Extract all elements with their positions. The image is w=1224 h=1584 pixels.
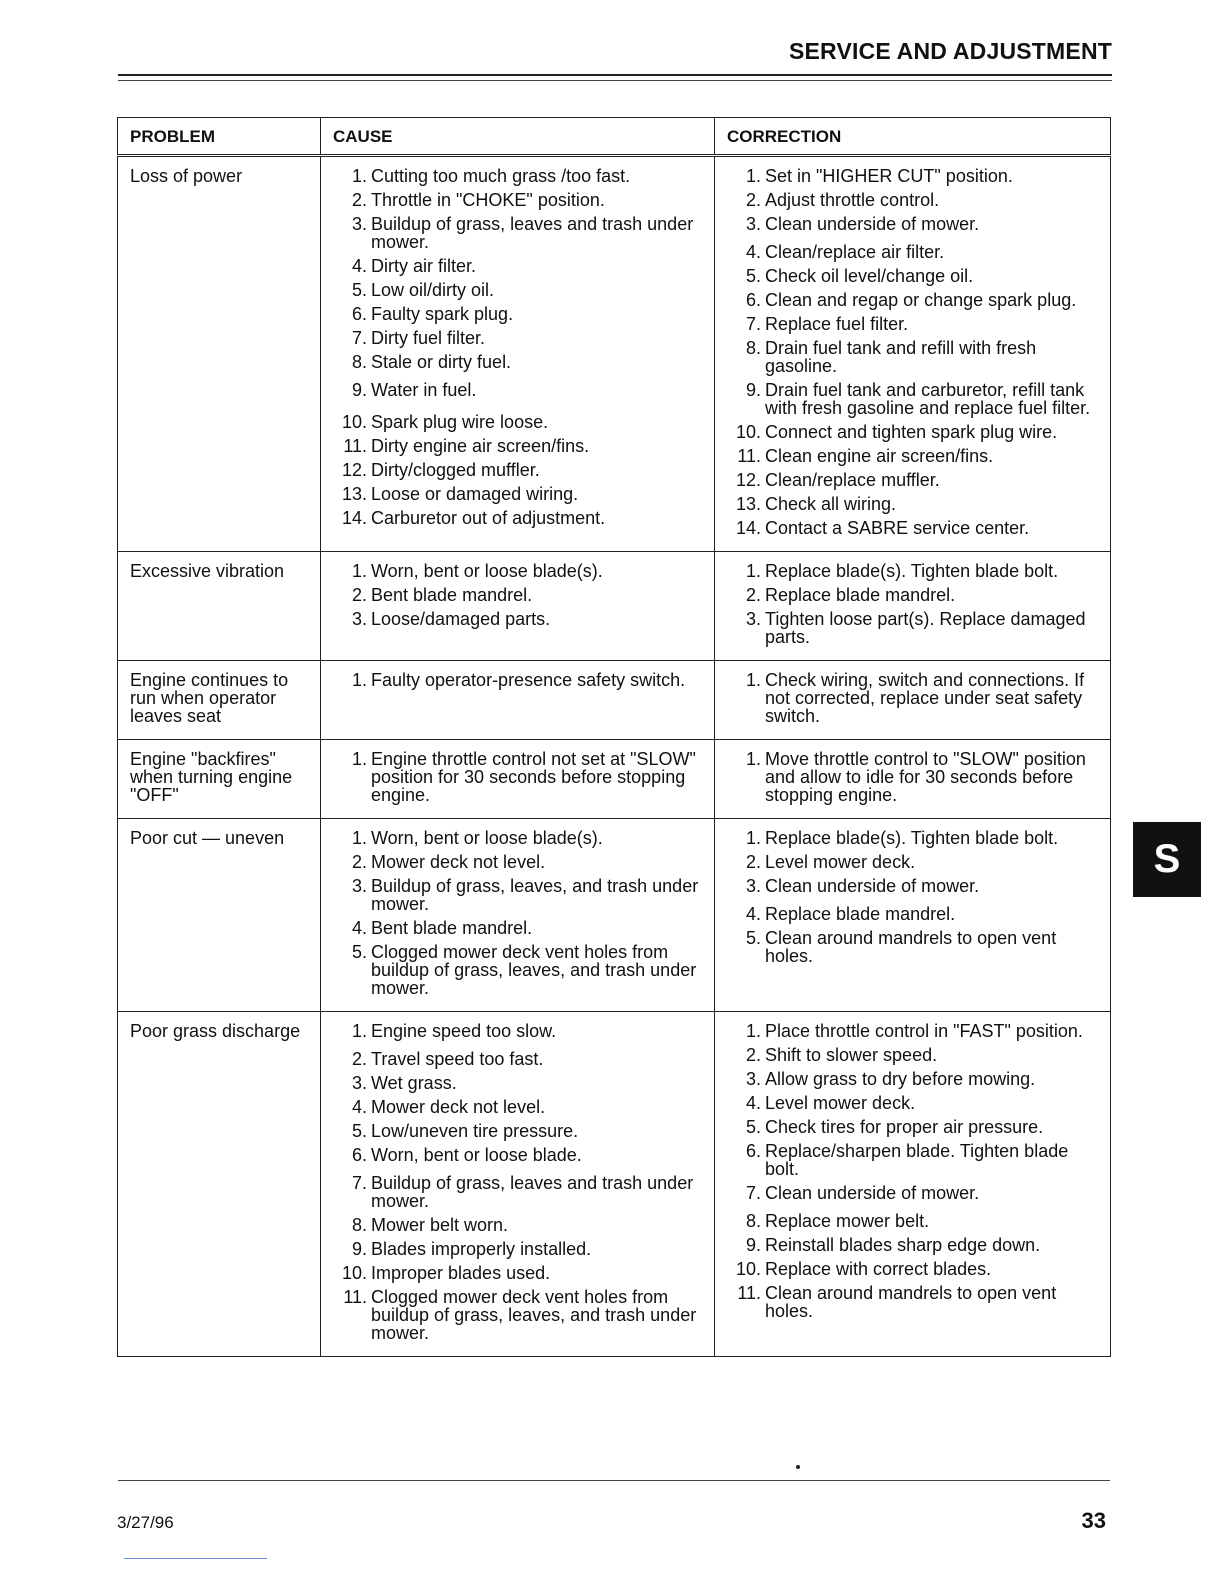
correction-item [727, 1142, 1100, 1178]
item-number: 5. [351, 942, 367, 962]
item-number: 2. [351, 1049, 367, 1069]
item-number: 11. [343, 436, 367, 456]
item-text: Move throttle control to "SLOW" position and allow to idle for 30 seconds before stopping engine. [765, 749, 1086, 805]
item-number: 9. [351, 380, 367, 400]
item-number: 1. [351, 749, 367, 769]
column-header-correction: CORRECTION [715, 118, 1111, 156]
item-number: 5. [745, 1117, 761, 1137]
correction-item [727, 750, 1100, 804]
item-text: Replace blade mandrel. [765, 585, 956, 605]
correction-item [727, 447, 1100, 465]
item-text: Mower belt worn. [371, 1215, 509, 1235]
correction-item [727, 671, 1100, 725]
item-number: 8. [745, 1211, 761, 1231]
correction-item [727, 1046, 1100, 1064]
cause-item [333, 329, 704, 347]
correction-list [727, 1022, 1100, 1320]
item-text: Clean around mandrels to open vent holes. [765, 1283, 1057, 1321]
item-number: 1. [745, 749, 761, 769]
item-text: Engine throttle control not set at "SLOW" position for 30 seconds before stopping engine. [371, 749, 696, 805]
cause-item [333, 1146, 704, 1164]
item-text: Drain fuel tank and refill with fresh gasoline. [765, 338, 1037, 376]
cause-item [333, 437, 704, 455]
correction-item [727, 929, 1100, 965]
item-text: Worn, bent or loose blade(s). [371, 828, 603, 848]
cause-item [333, 1074, 704, 1092]
header-rule [118, 74, 1112, 76]
item-number: 1. [745, 670, 761, 690]
item-number: 4. [351, 1097, 367, 1117]
cause-item [333, 305, 704, 323]
item-text: Connect and tighten spark plug wire. [765, 422, 1058, 442]
cause-item [333, 853, 704, 871]
item-text: Replace with correct blades. [765, 1259, 992, 1279]
item-number: 2. [351, 585, 367, 605]
item-number: 4. [745, 904, 761, 924]
column-header-problem: PROBLEM [118, 118, 321, 156]
item-number: 2. [745, 585, 761, 605]
item-number: 12. [341, 460, 367, 480]
item-text: Replace/sharpen blade. Tighten blade bolt. [765, 1141, 1069, 1179]
cause-item [333, 509, 704, 527]
item-text: Bent blade mandrel. [371, 918, 533, 938]
cause-item [333, 281, 704, 299]
item-text: Clean around mandrels to open vent holes. [765, 928, 1057, 966]
item-text: Mower deck not level. [371, 1097, 546, 1117]
item-text: Faulty operator-presence safety switch. [371, 670, 686, 690]
correction-item [727, 562, 1100, 580]
column-header-cause: CAUSE [321, 118, 715, 156]
correction-item [727, 1184, 1100, 1202]
item-number: 1. [745, 561, 761, 581]
item-number: 2. [745, 852, 761, 872]
item-text: Low/uneven tire pressure. [371, 1121, 579, 1141]
item-number: 3. [745, 609, 761, 629]
item-text: Cutting too much grass /too fast. [371, 166, 631, 186]
cause-cell [321, 819, 715, 1012]
cause-item [333, 750, 704, 804]
cause-item [333, 485, 704, 503]
problem-cell: Loss of power [118, 156, 321, 552]
correction-item [727, 1118, 1100, 1136]
item-text: Check all wiring. [765, 494, 897, 514]
correction-cell [715, 552, 1111, 661]
item-number: 14. [735, 518, 761, 538]
correction-list [727, 562, 1100, 646]
item-text: Dirty fuel filter. [371, 328, 486, 348]
item-number: 1. [351, 561, 367, 581]
item-text: Worn, bent or loose blade. [371, 1145, 582, 1165]
item-text: Improper blades used. [371, 1263, 551, 1283]
correction-item [727, 905, 1100, 923]
item-text: Dirty/clogged muffler. [371, 460, 540, 480]
item-text: Spark plug wire loose. [371, 412, 549, 432]
cause-item [333, 919, 704, 937]
cause-item [333, 943, 704, 997]
correction-item [727, 1212, 1100, 1230]
correction-list [727, 750, 1100, 804]
item-text: Check tires for proper air pressure. [765, 1117, 1044, 1137]
scan-underline-mark [124, 1558, 267, 1559]
correction-item [727, 381, 1100, 417]
item-text: Faulty spark plug. [371, 304, 514, 324]
correction-item [727, 191, 1100, 209]
correction-item [727, 1022, 1100, 1040]
item-text: Adjust throttle control. [765, 190, 940, 210]
item-text: Travel speed too fast. [371, 1049, 544, 1069]
item-number: 8. [351, 1215, 367, 1235]
item-number: 14. [341, 508, 367, 528]
item-number: 2. [745, 190, 761, 210]
footer-date: 3/27/96 [117, 1513, 174, 1532]
cause-item [333, 829, 704, 847]
item-text: Clean underside of mower. [765, 1183, 980, 1203]
correction-cell [715, 740, 1111, 819]
item-number: 10. [341, 1263, 367, 1283]
item-text: Loose/damaged parts. [371, 609, 551, 629]
cause-item [333, 1050, 704, 1068]
correction-item [727, 423, 1100, 441]
item-text: Worn, bent or loose blade(s). [371, 561, 603, 581]
table-header-row [118, 118, 1111, 156]
correction-item [727, 243, 1100, 261]
cause-item [333, 353, 704, 371]
item-text: Throttle in "CHOKE" position. [371, 190, 605, 210]
correction-list [727, 671, 1100, 725]
cause-item [333, 461, 704, 479]
correction-list [727, 829, 1100, 965]
correction-list [727, 167, 1100, 537]
table-row [118, 156, 1111, 552]
problem-cell: Engine continues to run when operator leaves seat [118, 661, 321, 740]
item-number: 4. [745, 242, 761, 262]
troubleshooting-table-container [117, 117, 1110, 1357]
correction-item [727, 291, 1100, 309]
item-text: Reinstall blades sharp edge down. [765, 1235, 1041, 1255]
item-text: Clogged mower deck vent holes from buildup of grass, leaves, and trash under mower. [371, 1287, 697, 1343]
correction-item [727, 315, 1100, 333]
item-number: 13. [735, 494, 761, 514]
table-row [118, 661, 1111, 740]
correction-item [727, 829, 1100, 847]
item-number: 6. [351, 1145, 367, 1165]
item-text: Clean engine air screen/fins. [765, 446, 994, 466]
item-text: Clean/replace muffler. [765, 470, 940, 490]
item-text: Check wiring, switch and connections. If not corrected, replace under seat safety switch. [765, 670, 1085, 726]
item-number: 3. [351, 609, 367, 629]
item-number: 6. [745, 1141, 761, 1161]
item-number: 3. [351, 876, 367, 896]
item-text: Wet grass. [371, 1073, 457, 1093]
correction-cell [715, 1012, 1111, 1357]
item-text: Mower deck not level. [371, 852, 546, 872]
cause-cell [321, 552, 715, 661]
footer-rule [118, 1480, 1110, 1481]
item-number: 5. [351, 280, 367, 300]
cause-cell [321, 1012, 715, 1357]
item-number: 1. [351, 828, 367, 848]
cause-item [333, 562, 704, 580]
item-number: 6. [351, 304, 367, 324]
item-text: Level mower deck. [765, 1093, 916, 1113]
item-text: Clean and regap or change spark plug. [765, 290, 1077, 310]
cause-item [333, 610, 704, 628]
page-number: 33 [1081, 1508, 1106, 1533]
problem-cell: Poor grass discharge [118, 1012, 321, 1357]
item-number: 1. [351, 670, 367, 690]
item-number: 9. [745, 380, 761, 400]
item-text: Shift to slower speed. [765, 1045, 938, 1065]
cause-list [333, 167, 704, 527]
item-number: 5. [745, 928, 761, 948]
item-text: Buildup of grass, leaves, and trash under mower. [371, 876, 699, 914]
item-number: 1. [351, 166, 367, 186]
cause-item [333, 1288, 704, 1342]
correction-item [727, 1070, 1100, 1088]
correction-cell [715, 661, 1111, 740]
item-number: 10. [735, 422, 761, 442]
item-number: 12. [735, 470, 761, 490]
item-number: 3. [745, 1069, 761, 1089]
item-text: Buildup of grass, leaves and trash under mower. [371, 214, 694, 252]
item-number: 1. [745, 1021, 761, 1041]
correction-item [727, 215, 1100, 233]
cause-item [333, 671, 704, 689]
item-text: Contact a SABRE service center. [765, 518, 1030, 538]
cause-item [333, 381, 704, 399]
item-number: 13. [341, 484, 367, 504]
section-title: SERVICE AND ADJUSTMENT [788, 38, 1112, 64]
item-number: 3. [745, 876, 761, 896]
section-tab: S [1133, 822, 1201, 897]
item-number: 6. [745, 290, 761, 310]
correction-item [727, 167, 1100, 185]
cause-list [333, 829, 704, 997]
cause-list [333, 671, 704, 689]
item-number: 5. [745, 266, 761, 286]
item-text: Dirty engine air screen/fins. [371, 436, 590, 456]
cause-item [333, 215, 704, 251]
item-number: 3. [745, 214, 761, 234]
item-text: Clean underside of mower. [765, 214, 980, 234]
correction-item [727, 495, 1100, 513]
cause-list [333, 1022, 704, 1342]
item-number: 3. [351, 1073, 367, 1093]
table-body [118, 156, 1111, 1357]
cause-list [333, 562, 704, 628]
item-number: 10. [341, 412, 367, 432]
cause-item [333, 1174, 704, 1210]
item-number: 11. [737, 446, 761, 466]
problem-cell: Engine "backfires" when turning engine "OFF" [118, 740, 321, 819]
item-text: Bent blade mandrel. [371, 585, 533, 605]
correction-item [727, 519, 1100, 537]
item-text: Blades improperly installed. [371, 1239, 592, 1259]
item-number: 5. [351, 1121, 367, 1141]
header-rule-thin [118, 80, 1112, 81]
item-number: 3. [351, 214, 367, 234]
item-text: Low oil/dirty oil. [371, 280, 495, 300]
correction-item [727, 586, 1100, 604]
item-text: Buildup of grass, leaves and trash under mower. [371, 1173, 694, 1211]
item-number: 11. [737, 1283, 761, 1303]
item-number: 9. [745, 1235, 761, 1255]
cause-item [333, 191, 704, 209]
item-number: 4. [351, 918, 367, 938]
item-text: Water in fuel. [371, 380, 477, 400]
item-text: Drain fuel tank and carburetor, refill tank with fresh gasoline and replace fuel filter. [765, 380, 1091, 418]
cause-item [333, 1122, 704, 1140]
item-text: Loose or damaged wiring. [371, 484, 579, 504]
item-text: Dirty air filter. [371, 256, 477, 276]
item-text: Replace blade(s). Tighten blade bolt. [765, 561, 1059, 581]
item-text: Place throttle control in "FAST" position. [765, 1021, 1083, 1041]
item-number: 9. [351, 1239, 367, 1259]
cause-item [333, 1022, 704, 1040]
item-number: 7. [745, 1183, 761, 1203]
cause-item [333, 1216, 704, 1234]
cause-cell [321, 661, 715, 740]
cause-item [333, 1098, 704, 1116]
cause-item [333, 167, 704, 185]
cause-item [333, 1240, 704, 1258]
cause-item [333, 257, 704, 275]
troubleshooting-table [117, 117, 1111, 1357]
cause-cell [321, 156, 715, 552]
item-number: 1. [351, 1021, 367, 1041]
item-number: 2. [745, 1045, 761, 1065]
item-text: Level mower deck. [765, 852, 916, 872]
cause-item [333, 1264, 704, 1282]
correction-item [727, 1236, 1100, 1254]
cause-item [333, 413, 704, 431]
item-text: Stale or dirty fuel. [371, 352, 512, 372]
item-text: Replace mower belt. [765, 1211, 930, 1231]
correction-item [727, 1284, 1100, 1320]
cause-item [333, 877, 704, 913]
table-row [118, 552, 1111, 661]
table-row [118, 819, 1111, 1012]
item-number: 1. [745, 166, 761, 186]
problem-cell: Excessive vibration [118, 552, 321, 661]
item-text: Clogged mower deck vent holes from buildup of grass, leaves, and trash under mower. [371, 942, 697, 998]
item-number: 2. [351, 190, 367, 210]
table-row [118, 1012, 1111, 1357]
item-text: Set in "HIGHER CUT" position. [765, 166, 1013, 186]
footer-dot [796, 1465, 800, 1469]
item-number: 8. [745, 338, 761, 358]
item-text: Replace blade mandrel. [765, 904, 956, 924]
correction-item [727, 610, 1100, 646]
item-number: 7. [351, 1173, 367, 1193]
correction-item [727, 339, 1100, 375]
item-number: 4. [351, 256, 367, 276]
correction-item [727, 877, 1100, 895]
item-number: 11. [343, 1287, 367, 1307]
correction-cell [715, 156, 1111, 552]
item-number: 8. [351, 352, 367, 372]
item-number: 7. [745, 314, 761, 334]
item-number: 2. [351, 852, 367, 872]
correction-item [727, 1260, 1100, 1278]
item-number: 7. [351, 328, 367, 348]
correction-item [727, 267, 1100, 285]
cause-item [333, 586, 704, 604]
correction-cell [715, 819, 1111, 1012]
table-row [118, 740, 1111, 819]
item-text: Replace fuel filter. [765, 314, 909, 334]
correction-item [727, 853, 1100, 871]
correction-item [727, 1094, 1100, 1112]
item-text: Clean/replace air filter. [765, 242, 945, 262]
item-number: 4. [745, 1093, 761, 1113]
item-text: Clean underside of mower. [765, 876, 980, 896]
correction-item [727, 471, 1100, 489]
item-number: 10. [735, 1259, 761, 1279]
item-text: Replace blade(s). Tighten blade bolt. [765, 828, 1059, 848]
cause-list [333, 750, 704, 804]
cause-cell [321, 740, 715, 819]
item-number: 1. [745, 828, 761, 848]
item-text: Carburetor out of adjustment. [371, 508, 606, 528]
item-text: Allow grass to dry before mowing. [765, 1069, 1036, 1089]
item-text: Check oil level/change oil. [765, 266, 974, 286]
problem-cell: Poor cut — uneven [118, 819, 321, 1012]
item-text: Engine speed too slow. [371, 1021, 557, 1041]
item-text: Tighten loose part(s). Replace damaged parts. [765, 609, 1086, 647]
